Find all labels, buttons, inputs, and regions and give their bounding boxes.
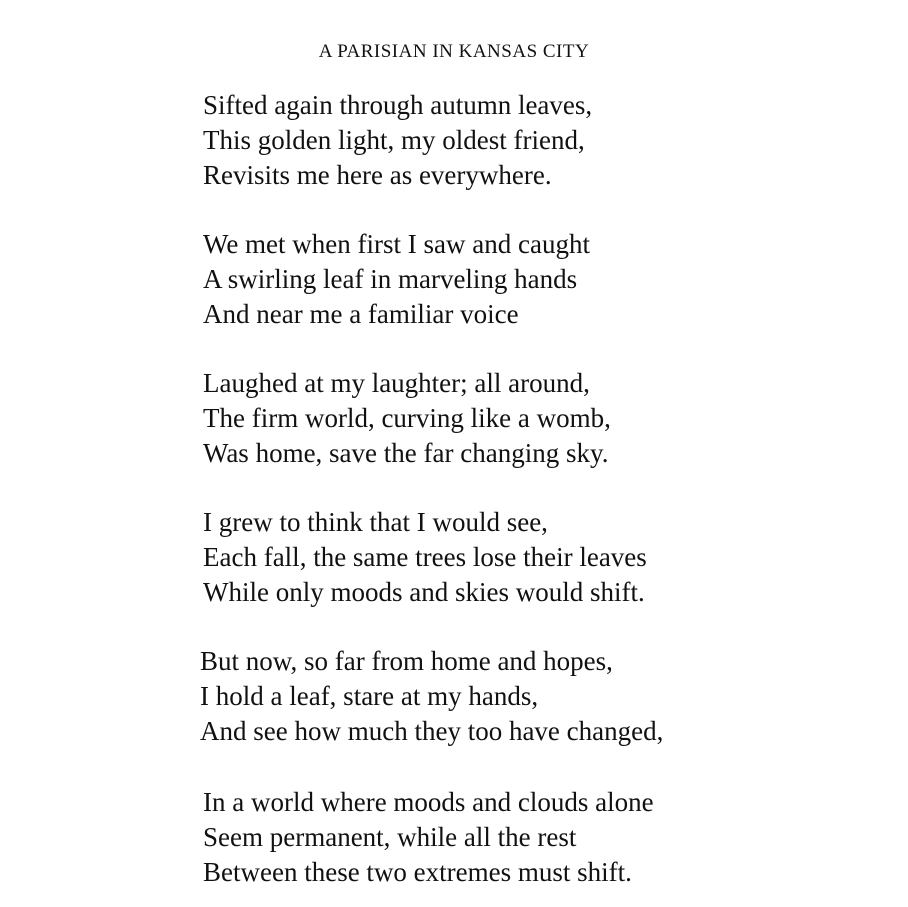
poem-line: A swirling leaf in marveling hands	[203, 264, 578, 294]
poem-line: Between these two extremes must shift.	[203, 857, 632, 887]
poem-line: Was home, save the far changing sky.	[203, 438, 609, 468]
poem-line: I grew to think that I would see,	[203, 507, 548, 537]
poem-line: And near me a familiar voice	[203, 299, 519, 329]
poem-line: In a world where moods and clouds alone	[203, 787, 654, 817]
poem-line: Seem permanent, while all the rest	[203, 822, 577, 852]
poem-line: This golden light, my oldest friend,	[203, 125, 585, 155]
poem-title: A PARISIAN IN KANSAS CITY	[318, 41, 590, 62]
poem-line: And see how much they too have changed,	[200, 716, 664, 746]
poem-line: Each fall, the same trees lose their leaves	[203, 542, 647, 572]
poem-line: Sifted again through autumn leaves,	[203, 90, 593, 120]
poem-line: But now, so far from home and hopes,	[200, 646, 613, 676]
poem-line: While only moods and skies would shift.	[203, 577, 645, 607]
poem-line: The firm world, curving like a womb,	[203, 403, 611, 433]
poem-line: Laughed at my laughter; all around,	[203, 368, 590, 398]
poem-line: Revisits me here as everywhere.	[203, 160, 552, 190]
poem-line: I hold a leaf, stare at my hands,	[200, 681, 539, 711]
poem-line: We met when first I saw and caught	[203, 229, 590, 259]
